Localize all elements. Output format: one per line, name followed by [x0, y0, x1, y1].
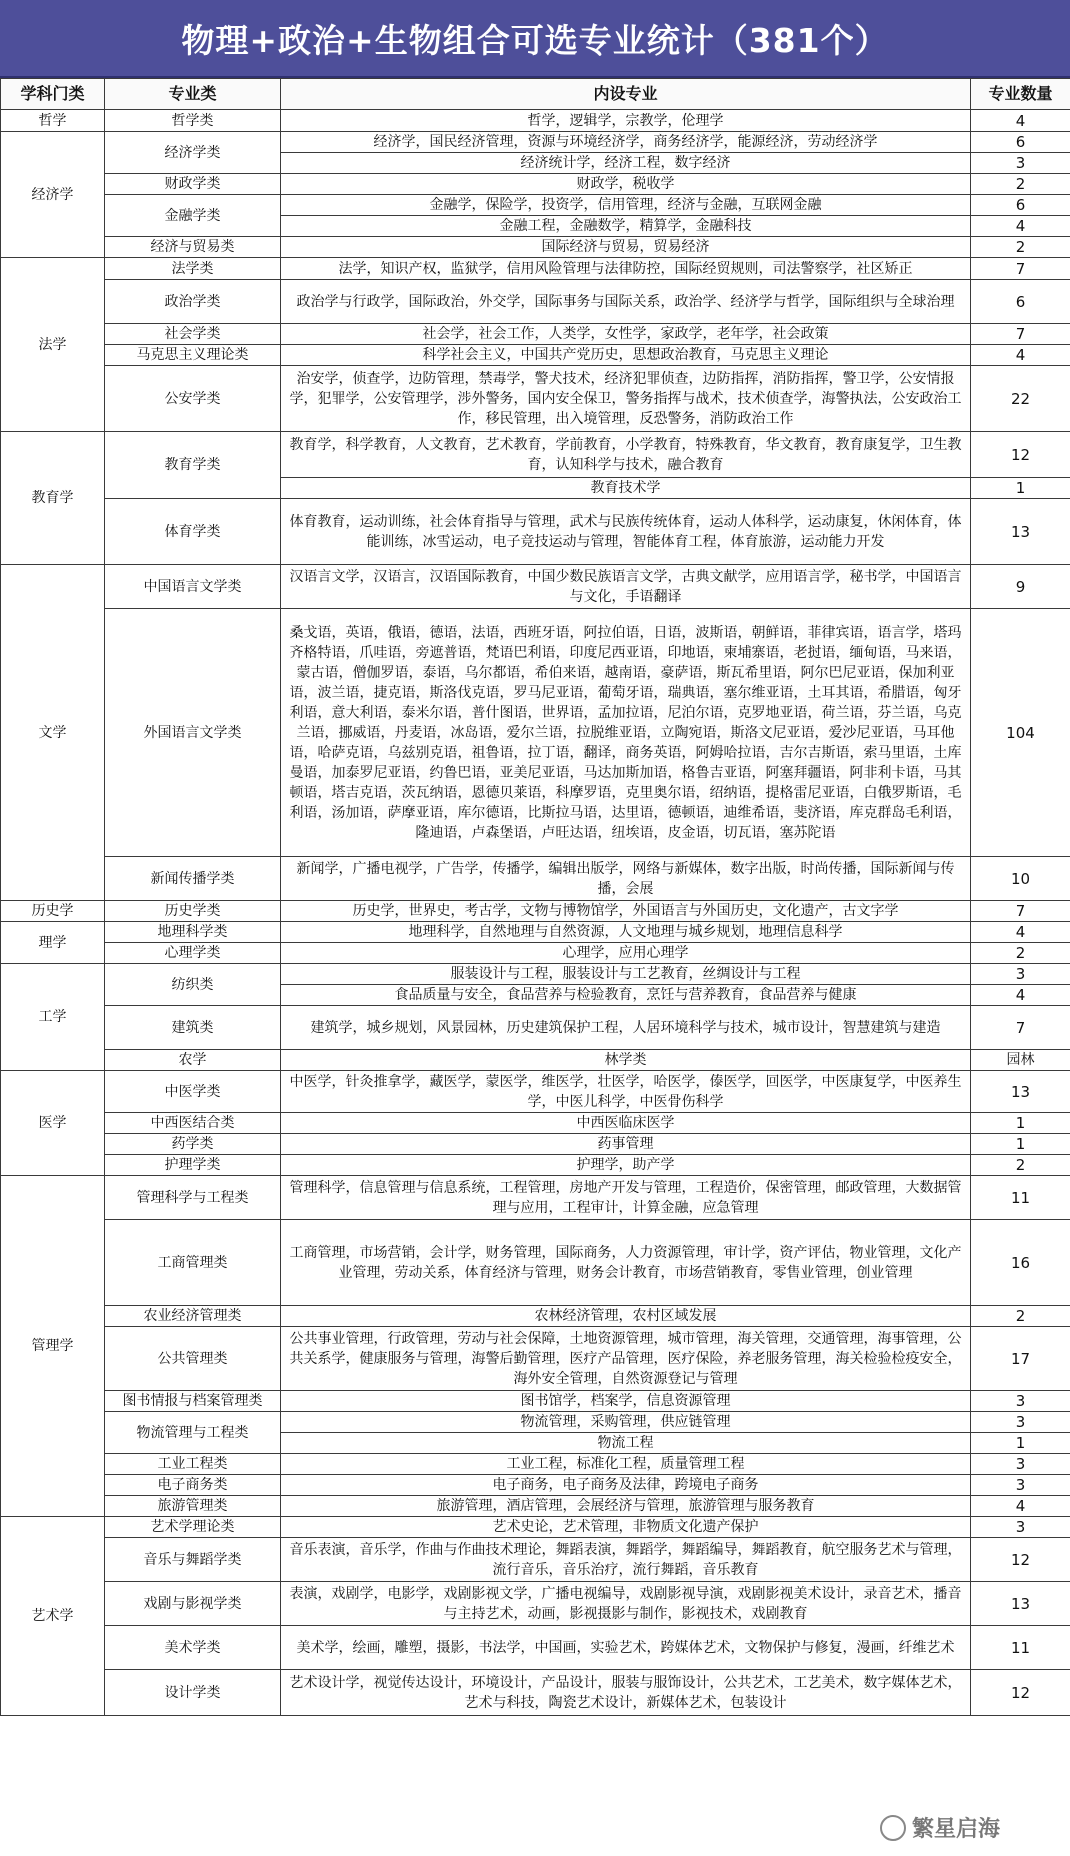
- count-cell: 6: [971, 132, 1070, 153]
- table-row: [1, 1670, 1070, 1716]
- discipline-cell: 工学: [1, 964, 105, 1071]
- discipline-cell: 管理学: [1, 1176, 105, 1517]
- majors-cell: 药事管理: [281, 1134, 971, 1155]
- category-cell: 中医学类: [105, 1071, 281, 1113]
- majors-cell: 农林经济管理，农村区域发展: [281, 1306, 971, 1327]
- discipline-cell: 农学: [105, 1050, 281, 1071]
- header-discipline: 学科门类: [1, 79, 105, 110]
- discipline-cell: 经济学: [1, 132, 105, 258]
- table-row: [1, 1071, 1070, 1113]
- count-cell: 2: [971, 943, 1070, 964]
- majors-cell: 经济统计学，经济工程，数字经济: [281, 153, 971, 174]
- category-cell: 图书情报与档案管理类: [105, 1391, 281, 1412]
- count-cell: 2: [971, 237, 1070, 258]
- count-cell: 7: [971, 901, 1070, 922]
- majors-cell: 心理学，应用心理学: [281, 943, 971, 964]
- majors-cell: 公共事业管理，行政管理，劳动与社会保障，土地资源管理，城市管理，海关管理，交通管理，海事管理，公共关系学，健康服务与管理，海警后勤管理，医疗产品管理，医疗保险，养老服务管理，海关检验检疫安全，海外安全管理，自然资源登记与管理: [281, 1327, 971, 1391]
- count-cell: 16: [971, 1220, 1070, 1306]
- count-cell: 12: [971, 432, 1070, 478]
- majors-cell: 教育技术学: [281, 478, 971, 499]
- count-cell: 4: [971, 110, 1070, 132]
- page-title: 物理+政治+生物组合可选专业统计（381个）: [0, 0, 1070, 78]
- header-category: 专业类: [105, 79, 281, 110]
- majors-cell: 汉语言文学，汉语言，汉语国际教育，中国少数民族语言文学，古典文献学，应用语言学，秘书学，中国语言与文化，手语翻译: [281, 565, 971, 609]
- count-cell: 4: [971, 985, 1070, 1006]
- count-cell: 13: [971, 499, 1070, 565]
- table-body: [1, 110, 1070, 1716]
- discipline-cell: 历史学: [1, 901, 105, 922]
- table-row: [1, 1327, 1070, 1391]
- category-cell: 体育学类: [105, 499, 281, 565]
- table-row: [1, 132, 1070, 153]
- majors-cell: 地理科学，自然地理与自然资源，人文地理与城乡规划，地理信息科学: [281, 922, 971, 943]
- count-cell: 3: [971, 1391, 1070, 1412]
- majors-cell: 服装设计与工程，服装设计与工艺教育，丝绸设计与工程: [281, 964, 971, 985]
- table-row: [1, 1496, 1070, 1517]
- count-cell: 12: [971, 1670, 1070, 1716]
- discipline-cell: 法学: [1, 258, 105, 432]
- majors-cell: 中医学，针灸推拿学，藏医学，蒙医学，维医学，壮医学，哈医学，傣医学，回医学，中医康复学，中医养生学，中医儿科学，中医骨伤科学: [281, 1071, 971, 1113]
- table-row: [1, 324, 1070, 345]
- count-cell: 2: [971, 174, 1070, 195]
- table-row: [1, 499, 1070, 565]
- category-cell: 财政学类: [105, 174, 281, 195]
- majors-cell: 金融学，保险学，投资学，信用管理，经济与金融，互联网金融: [281, 195, 971, 216]
- discipline-cell: 文学: [1, 565, 105, 901]
- table-row: [1, 565, 1070, 609]
- majors-cell: 法学，知识产权，监狱学，信用风险管理与法律防控，国际经贸规则，司法警察学，社区矫正: [281, 258, 971, 280]
- watermark-text: 繁星启海: [911, 1817, 1000, 1842]
- majors-cell: 国际经济与贸易，贸易经济: [281, 237, 971, 258]
- count-cell: 7: [971, 1006, 1070, 1050]
- majors-cell: 管理科学，信息管理与信息系统，工程管理，房地产开发与管理，工程造价，保密管理，邮政管理，大数据管理与应用，工程审计，计算金融，应急管理: [281, 1176, 971, 1220]
- wechat-logo-icon: [880, 1815, 906, 1841]
- majors-cell: 政治学与行政学，国际政治，外交学，国际事务与国际关系，政治学、经济学与哲学，国际组织与全球治理: [281, 280, 971, 324]
- majors-cell: 工业工程，标准化工程，质量管理工程: [281, 1454, 971, 1475]
- category-cell: 法学类: [105, 258, 281, 280]
- table-row: [1, 280, 1070, 324]
- count-cell: 1: [971, 1134, 1070, 1155]
- table-row: [1, 857, 1070, 901]
- majors-cell: 哲学，逻辑学，宗教学，伦理学: [281, 110, 971, 132]
- majors-cell: 财政学，税收学: [281, 174, 971, 195]
- count-cell: 4: [971, 216, 1070, 237]
- category-cell: 林学类: [281, 1050, 971, 1071]
- majors-cell: 物流工程: [281, 1433, 971, 1454]
- count-cell: 3: [971, 153, 1070, 174]
- count-cell: 10: [971, 857, 1070, 901]
- count-cell: 13: [971, 1071, 1070, 1113]
- majors-cell: 美术学，绘画，雕塑，摄影，书法学，中国画，实验艺术，跨媒体艺术，文物保护与修复，漫画，纤维艺术: [281, 1626, 971, 1670]
- count-cell: 17: [971, 1327, 1070, 1391]
- table-row: [1, 432, 1070, 478]
- table-row: [1, 195, 1070, 216]
- count-cell: 3: [971, 1412, 1070, 1433]
- category-cell: 设计学类: [105, 1670, 281, 1716]
- table-row: [1, 110, 1070, 132]
- table-row: [1, 1176, 1070, 1220]
- count-cell: 4: [971, 1496, 1070, 1517]
- count-cell: 1: [971, 1433, 1070, 1454]
- table-row: [1, 943, 1070, 964]
- majors-cell: 园林: [971, 1050, 1070, 1071]
- table-row: [1, 1391, 1070, 1412]
- category-cell: 纺织类: [105, 964, 281, 1006]
- header-count: 专业数量: [971, 79, 1070, 110]
- majors-cell: 艺术史论，艺术管理，非物质文化遗产保护: [281, 1517, 971, 1538]
- count-cell: 104: [971, 609, 1070, 857]
- majors-cell: 护理学，助产学: [281, 1155, 971, 1176]
- category-cell: 管理科学与工程类: [105, 1176, 281, 1220]
- majors-cell: 科学社会主义，中国共产党历史，思想政治教育，马克思主义理论: [281, 345, 971, 366]
- table-row: [1, 258, 1070, 280]
- category-cell: 护理学类: [105, 1155, 281, 1176]
- majors-cell: 物流管理，采购管理，供应链管理: [281, 1412, 971, 1433]
- category-cell: 经济与贸易类: [105, 237, 281, 258]
- majors-cell: 建筑学，城乡规划，风景园林，历史建筑保护工程，人居环境科学与技术，城市设计，智慧建筑与建造: [281, 1006, 971, 1050]
- discipline-cell: 哲学: [1, 110, 105, 132]
- category-cell: 新闻传播学类: [105, 857, 281, 901]
- count-cell: 2: [971, 1306, 1070, 1327]
- category-cell: 心理学类: [105, 943, 281, 964]
- category-cell: 哲学类: [105, 110, 281, 132]
- count-cell: 3: [971, 1517, 1070, 1538]
- category-cell: 药学类: [105, 1134, 281, 1155]
- table-row: [1, 237, 1070, 258]
- discipline-cell: 医学: [1, 1071, 105, 1176]
- table-row: [1, 1538, 1070, 1582]
- watermark: [880, 1812, 1000, 1843]
- table-row: [1, 1626, 1070, 1670]
- category-cell: 公共管理类: [105, 1327, 281, 1391]
- category-cell: 马克思主义理论类: [105, 345, 281, 366]
- count-cell: 7: [971, 258, 1070, 280]
- majors-table-wrap: [0, 78, 1070, 1716]
- majors-cell: 图书馆学，档案学，信息资源管理: [281, 1391, 971, 1412]
- category-cell: 地理科学类: [105, 922, 281, 943]
- count-cell: 12: [971, 1538, 1070, 1582]
- table-row: [1, 1582, 1070, 1626]
- discipline-cell: 理学: [1, 922, 105, 964]
- table-row: [1, 1113, 1070, 1134]
- category-cell: 外国语言文学类: [105, 609, 281, 857]
- count-cell: 2: [971, 1155, 1070, 1176]
- count-cell: 11: [971, 1176, 1070, 1220]
- table-row: [1, 609, 1070, 857]
- category-cell: 电子商务类: [105, 1475, 281, 1496]
- table-row: [1, 922, 1070, 943]
- majors-cell: 桑戈语，英语，俄语，德语，法语，西班牙语，阿拉伯语，日语，波斯语，朝鲜语，菲律宾语，语言学，塔玛齐格特语，爪哇语，旁遮普语，梵语巴利语，印度尼西亚语，印地语，柬埔寨语，老挝语，缅甸语，马来语，蒙古语，僧伽罗语，泰语，乌尔都语，希伯来语，越南语，豪萨语，斯瓦希里语，阿尔巴尼亚语，保加利亚语，波兰语，捷克语，斯洛伐克语，罗马尼亚语，葡萄牙语，瑞典语，塞尔维亚语，土耳其语，希腊语，匈牙利语，意大利语，泰米尔语，普什图语，世界语，孟加拉语，尼泊尔语，克罗地亚语，荷兰语，芬兰语，乌克兰语，挪威语，丹麦语，冰岛语，爱尔兰语，拉脱维亚语，立陶宛语，斯洛文尼亚语，爱沙尼亚语，马耳他语，哈萨克语，乌兹别克语，祖鲁语，拉丁语，翻译，商务英语，阿姆哈拉语，吉尔吉斯语，索马里语，土库曼语，加泰罗尼亚语，约鲁巴语，亚美尼亚语，马达加斯加语，格鲁吉亚语，阿塞拜疆语，阿非利卡语，马其顿语，塔吉克语，茨瓦纳语，恩德贝莱语，科摩罗语，克里奥尔语，绍纳语，提格雷尼亚语，白俄罗斯语，毛利语，汤加语，萨摩亚语，库尔德语，比斯拉马语，达里语，德顿语，迪维希语，斐济语，库克群岛毛利语，隆迪语，卢森堡语，卢旺达语，纽埃语，皮金语，切瓦语，塞苏陀语: [281, 609, 971, 857]
- table-header-row: [1, 79, 1070, 110]
- majors-cell: 艺术设计学，视觉传达设计，环境设计，产品设计，服装与服饰设计，公共艺术，工艺美术，数字媒体艺术，艺术与科技，陶瓷艺术设计，新媒体艺术，包装设计: [281, 1670, 971, 1716]
- count-cell: 22: [971, 366, 1070, 432]
- majors-cell: 工商管理，市场营销，会计学，财务管理，国际商务，人力资源管理，审计学，资产评估，物业管理，文化产业管理，劳动关系，体育经济与管理，财务会计教育，市场营销教育，零售业管理，创业管理: [281, 1220, 971, 1306]
- count-cell: 6: [971, 280, 1070, 324]
- count-cell: 6: [971, 195, 1070, 216]
- majors-cell: 食品质量与安全，食品营养与检验教育，烹饪与营养教育，食品营养与健康: [281, 985, 971, 1006]
- majors-table: [0, 78, 1070, 1716]
- table-row: [1, 1412, 1070, 1433]
- category-cell: 音乐与舞蹈学类: [105, 1538, 281, 1582]
- table-row: [1, 1006, 1070, 1050]
- table-row: [1, 1475, 1070, 1496]
- majors-cell: 社会学，社会工作，人类学，女性学，家政学，老年学，社会政策: [281, 324, 971, 345]
- category-cell: 工商管理类: [105, 1220, 281, 1306]
- majors-cell: 体育教育，运动训练，社会体育指导与管理，武术与民族传统体育，运动人体科学，运动康复，休闲体育，体能训练，冰雪运动，电子竞技运动与管理，智能体育工程，体育旅游，运动能力开发: [281, 499, 971, 565]
- table-row: [1, 901, 1070, 922]
- category-cell: 旅游管理类: [105, 1496, 281, 1517]
- table-row: [1, 345, 1070, 366]
- majors-cell: 电子商务，电子商务及法律，跨境电子商务: [281, 1475, 971, 1496]
- category-cell: 物流管理与工程类: [105, 1412, 281, 1454]
- category-cell: 政治学类: [105, 280, 281, 324]
- category-cell: 中西医结合类: [105, 1113, 281, 1134]
- category-cell: 戏剧与影视学类: [105, 1582, 281, 1626]
- category-cell: 工业工程类: [105, 1454, 281, 1475]
- category-cell: 经济学类: [105, 132, 281, 174]
- table-row: [1, 1220, 1070, 1306]
- count-cell: 3: [971, 1454, 1070, 1475]
- category-cell: 农业经济管理类: [105, 1306, 281, 1327]
- count-cell: 7: [971, 324, 1070, 345]
- table-row: [1, 1454, 1070, 1475]
- table-row: [1, 1050, 1070, 1071]
- category-cell: 艺术学理论类: [105, 1517, 281, 1538]
- count-cell: 1: [971, 1113, 1070, 1134]
- discipline-cell: 教育学: [1, 432, 105, 565]
- header-majors: 内设专业: [281, 79, 971, 110]
- count-cell: 3: [971, 964, 1070, 985]
- majors-cell: 表演，戏剧学，电影学，戏剧影视文学，广播电视编导，戏剧影视导演，戏剧影视美术设计，录音艺术，播音与主持艺术，动画，影视摄影与制作，影视技术，戏剧教育: [281, 1582, 971, 1626]
- count-cell: 3: [971, 1475, 1070, 1496]
- count-cell: 11: [971, 1626, 1070, 1670]
- majors-cell: 旅游管理，酒店管理，会展经济与管理，旅游管理与服务教育: [281, 1496, 971, 1517]
- count-cell: 4: [971, 345, 1070, 366]
- count-cell: 9: [971, 565, 1070, 609]
- category-cell: 公安学类: [105, 366, 281, 432]
- table-row: [1, 1134, 1070, 1155]
- majors-cell: 治安学，侦查学，边防管理，禁毒学，警犬技术，经济犯罪侦查，边防指挥，消防指挥，警卫学，公安情报学，犯罪学，公安管理学，涉外警务，国内安全保卫，警务指挥与战术，技术侦查学，海警执法，公安政治工作，移民管理，出入境管理，反恐警务，消防政治工作: [281, 366, 971, 432]
- category-cell: 教育学类: [105, 432, 281, 499]
- majors-cell: 音乐表演，音乐学，作曲与作曲技术理论，舞蹈表演，舞蹈学，舞蹈编导，舞蹈教育，航空服务艺术与管理，流行音乐，音乐治疗，流行舞蹈，音乐教育: [281, 1538, 971, 1582]
- category-cell: 建筑类: [105, 1006, 281, 1050]
- majors-cell: 教育学，科学教育，人文教育，艺术教育，学前教育，小学教育，特殊教育，华文教育，教育康复学，卫生教育，认知科学与技术，融合教育: [281, 432, 971, 478]
- majors-cell: 经济学，国民经济管理，资源与环境经济学，商务经济学，能源经济，劳动经济学: [281, 132, 971, 153]
- count-cell: 13: [971, 1582, 1070, 1626]
- table-row: [1, 366, 1070, 432]
- category-cell: 社会学类: [105, 324, 281, 345]
- majors-cell: 新闻学，广播电视学，广告学，传播学，编辑出版学，网络与新媒体，数字出版，时尚传播，国际新闻与传播，会展: [281, 857, 971, 901]
- table-row: [1, 1306, 1070, 1327]
- table-row: [1, 964, 1070, 985]
- majors-cell: 金融工程，金融数学，精算学，金融科技: [281, 216, 971, 237]
- table-row: [1, 174, 1070, 195]
- category-cell: 美术学类: [105, 1626, 281, 1670]
- table-row: [1, 1155, 1070, 1176]
- majors-cell: 历史学，世界史，考古学，文物与博物馆学，外国语言与外国历史，文化遗产，古文字学: [281, 901, 971, 922]
- discipline-cell: 艺术学: [1, 1517, 105, 1716]
- majors-cell: 中西医临床医学: [281, 1113, 971, 1134]
- category-cell: 历史学类: [105, 901, 281, 922]
- category-cell: 金融学类: [105, 195, 281, 237]
- table-row: [1, 1517, 1070, 1538]
- count-cell: 1: [971, 478, 1070, 499]
- category-cell: 中国语言文学类: [105, 565, 281, 609]
- count-cell: 4: [971, 922, 1070, 943]
